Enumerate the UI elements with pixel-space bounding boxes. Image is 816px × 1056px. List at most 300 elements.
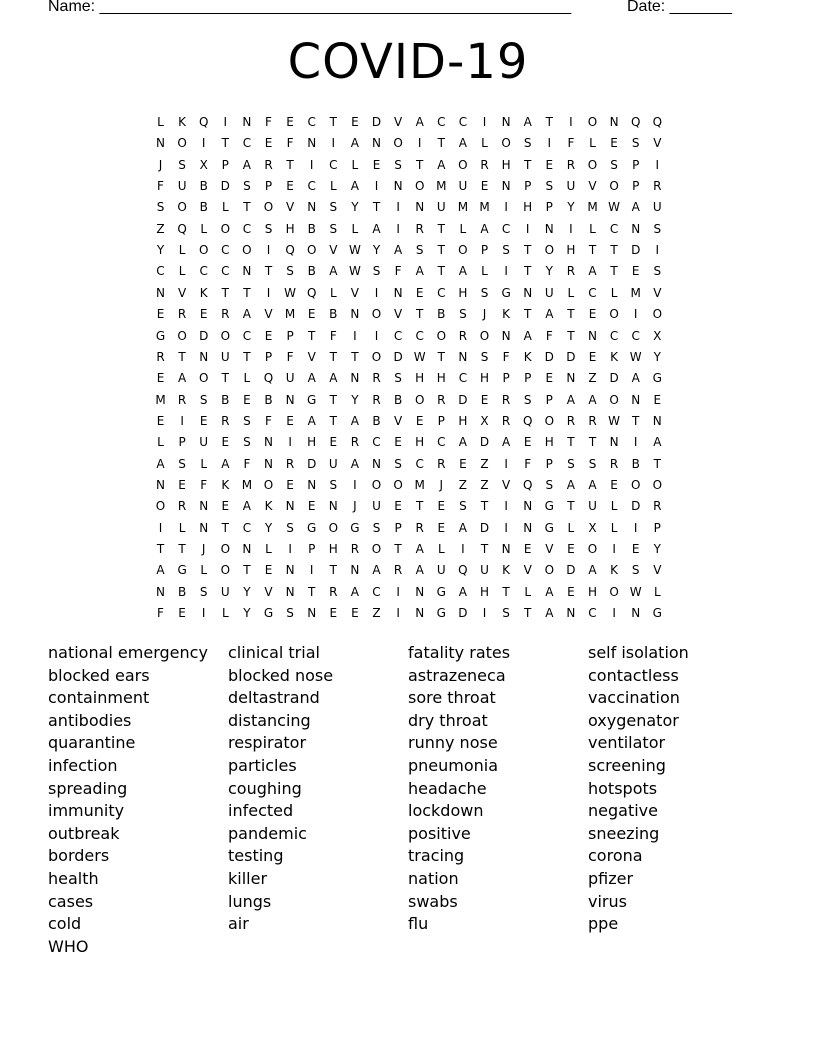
grid-letter: S bbox=[372, 264, 381, 279]
grid-letter: L bbox=[481, 264, 488, 279]
grid-letter: I bbox=[612, 542, 616, 556]
grid-letter: T bbox=[653, 456, 661, 471]
grid-letter: O bbox=[587, 542, 598, 556]
grid-letter: S bbox=[459, 499, 467, 514]
word-list-item: cold bbox=[48, 914, 82, 934]
grid-letter: L bbox=[567, 285, 575, 300]
grid-row bbox=[150, 475, 670, 496]
grid-letter: A bbox=[350, 584, 359, 599]
grid-letter: P bbox=[632, 179, 640, 194]
grid-letter: N bbox=[242, 542, 252, 556]
grid-letter: H bbox=[328, 542, 338, 556]
grid-letter: U bbox=[285, 371, 295, 386]
grid-letter: D bbox=[544, 349, 554, 364]
grid-letter: N bbox=[285, 563, 295, 578]
grid-letter: O bbox=[544, 243, 555, 258]
grid-letter: E bbox=[653, 392, 662, 407]
grid-letter: Y bbox=[351, 392, 359, 407]
grid-letter: T bbox=[416, 307, 424, 322]
grid-letter: T bbox=[610, 264, 618, 279]
grid-letter: P bbox=[308, 542, 316, 556]
header bbox=[48, 0, 748, 20]
grid-letter: B bbox=[199, 200, 208, 215]
grid-letter: U bbox=[588, 499, 597, 514]
grid-letter: T bbox=[480, 499, 489, 514]
grid-letter: O bbox=[371, 349, 382, 364]
grid-letter: E bbox=[199, 413, 208, 428]
grid-row bbox=[150, 368, 670, 389]
grid-letter: F bbox=[157, 179, 164, 194]
grid-letter: O bbox=[155, 499, 166, 514]
grid-letter: O bbox=[414, 179, 425, 194]
grid-letter: G bbox=[177, 563, 187, 578]
grid-letter: O bbox=[371, 477, 382, 492]
word-list-item: tracing bbox=[408, 846, 465, 866]
grid-letter: S bbox=[394, 371, 402, 386]
grid-row bbox=[150, 283, 670, 304]
grid-letter: V bbox=[329, 243, 338, 258]
grid-letter: E bbox=[178, 606, 186, 621]
grid-letter: U bbox=[436, 200, 446, 215]
grid-letter: L bbox=[329, 285, 337, 300]
grid-letter: Y bbox=[545, 264, 553, 279]
grid-letter: O bbox=[306, 243, 317, 258]
grid-letter: E bbox=[415, 413, 424, 428]
grid-letter: V bbox=[285, 200, 295, 215]
grid-letter: R bbox=[156, 349, 165, 364]
grid-letter: H bbox=[544, 435, 554, 450]
grid-letter: T bbox=[567, 328, 575, 343]
grid-letter: A bbox=[437, 157, 446, 172]
grid-letter: U bbox=[372, 499, 381, 514]
grid-letter: O bbox=[263, 200, 274, 215]
grid-letter: S bbox=[631, 136, 640, 151]
grid-letter: E bbox=[329, 606, 338, 621]
grid-letter: N bbox=[285, 392, 295, 407]
grid-letter: S bbox=[545, 477, 554, 492]
grid-letter: N bbox=[285, 499, 295, 514]
word-list-item: sore throat bbox=[408, 688, 496, 708]
grid-letter: B bbox=[221, 392, 230, 407]
grid-letter: H bbox=[307, 435, 317, 450]
grid-letter: O bbox=[544, 563, 555, 578]
grid-letter: C bbox=[437, 115, 446, 129]
grid-letter: I bbox=[396, 200, 400, 215]
grid-letter: H bbox=[479, 371, 490, 386]
grid-letter: N bbox=[199, 520, 209, 535]
grid-letter: J bbox=[158, 157, 163, 172]
grid-letter: T bbox=[329, 413, 337, 428]
grid-letter: R bbox=[393, 563, 403, 578]
grid-letter: W bbox=[348, 264, 361, 279]
grid-letter: T bbox=[545, 115, 553, 129]
grid-letter: N bbox=[393, 285, 403, 300]
grid-letter: I bbox=[266, 243, 271, 258]
grid-letter: R bbox=[285, 456, 295, 471]
grid-letter: S bbox=[199, 392, 208, 407]
grid-letter: A bbox=[631, 200, 640, 215]
grid-letter: E bbox=[610, 477, 618, 492]
grid-letter: O bbox=[479, 328, 490, 343]
word-list-item: spreading bbox=[48, 778, 128, 798]
grid-letter: N bbox=[566, 371, 576, 386]
grid-letter: S bbox=[523, 136, 532, 151]
grid-letter: N bbox=[501, 328, 511, 343]
grid-letter: A bbox=[588, 477, 597, 492]
grid-letter: A bbox=[350, 413, 359, 428]
grid-letter: F bbox=[200, 477, 208, 492]
grid-letter: O bbox=[220, 563, 231, 578]
grid-letter: B bbox=[307, 221, 316, 236]
grid-letter: C bbox=[242, 221, 252, 236]
grid-row bbox=[150, 496, 670, 517]
grid-letter: S bbox=[480, 285, 489, 300]
grid-letter: I bbox=[547, 136, 552, 151]
grid-letter: R bbox=[653, 179, 662, 194]
grid-letter: E bbox=[351, 606, 359, 621]
grid-letter: R bbox=[458, 328, 468, 343]
grid-letter: O bbox=[587, 157, 598, 172]
grid-letter: O bbox=[458, 157, 468, 172]
grid-letter: Q bbox=[522, 413, 533, 428]
grid-letter: I bbox=[504, 456, 508, 471]
grid-letter: T bbox=[567, 435, 575, 450]
grid-letter: N bbox=[199, 499, 209, 514]
grid-letter: A bbox=[523, 115, 532, 129]
grid-letter: E bbox=[286, 413, 294, 428]
grid-letter: U bbox=[480, 563, 489, 578]
word-list-item: sneezing bbox=[588, 823, 660, 843]
grid-letter: T bbox=[524, 307, 532, 322]
grid-row bbox=[150, 390, 670, 411]
grid-letter: O bbox=[220, 328, 231, 343]
grid-letter: A bbox=[458, 435, 467, 450]
word-column bbox=[228, 642, 408, 936]
grid-letter: C bbox=[372, 435, 381, 450]
grid-letter: C bbox=[221, 243, 230, 258]
word-list-item: lungs bbox=[228, 891, 272, 911]
word-list-item: flu bbox=[408, 914, 429, 934]
grid-letter: N bbox=[588, 328, 597, 343]
grid-letter: I bbox=[309, 157, 314, 172]
grid-letter: I bbox=[396, 584, 400, 599]
grid-letter: T bbox=[394, 542, 402, 556]
word-list-item: immunity bbox=[48, 801, 125, 821]
grid-letter: R bbox=[415, 520, 424, 535]
grid-letter: N bbox=[156, 477, 165, 492]
grid-letter: Q bbox=[263, 371, 274, 386]
grid-letter: S bbox=[243, 413, 251, 428]
grid-letter: P bbox=[545, 392, 553, 407]
grid-letter: P bbox=[524, 179, 532, 194]
grid-letter: S bbox=[286, 264, 294, 279]
grid-letter: C bbox=[415, 456, 424, 471]
grid-letter: N bbox=[264, 435, 273, 450]
grid-letter: S bbox=[394, 456, 402, 471]
grid-letter: Y bbox=[653, 542, 661, 556]
grid-letter: A bbox=[501, 435, 511, 450]
word-list-item: air bbox=[228, 914, 249, 934]
grid-letter: L bbox=[265, 542, 272, 556]
grid-letter: Z bbox=[156, 221, 165, 236]
grid-letter: R bbox=[177, 392, 187, 407]
grid-letter: N bbox=[242, 264, 252, 279]
grid-letter: O bbox=[371, 307, 382, 322]
grid-letter: G bbox=[155, 328, 166, 343]
grid-letter: L bbox=[351, 221, 359, 236]
grid-row bbox=[150, 133, 670, 154]
grid-letter: L bbox=[200, 221, 208, 236]
grid-letter: I bbox=[266, 285, 271, 300]
grid-letter: E bbox=[523, 435, 532, 450]
grid-letter: E bbox=[523, 542, 532, 556]
grid-letter: A bbox=[177, 371, 187, 386]
grid-letter: D bbox=[479, 520, 490, 535]
grid-letter: B bbox=[199, 179, 208, 194]
grid-letter: I bbox=[655, 243, 660, 258]
grid-letter: X bbox=[653, 328, 662, 343]
grid-letter: S bbox=[653, 221, 662, 236]
word-list-item: infection bbox=[48, 755, 118, 775]
grid-letter: A bbox=[221, 456, 230, 471]
word-list-item: deltastrand bbox=[228, 688, 320, 708]
grid-letter: C bbox=[501, 221, 511, 236]
grid-letter: N bbox=[156, 584, 165, 599]
grid-letter: Y bbox=[567, 200, 575, 215]
word-list-item: borders bbox=[48, 846, 110, 866]
grid-letter: V bbox=[501, 477, 511, 492]
grid-letter: O bbox=[609, 392, 619, 407]
grid-letter: F bbox=[286, 136, 294, 151]
grid-letter: P bbox=[502, 371, 510, 386]
grid-letter: Z bbox=[458, 477, 467, 492]
grid-letter: O bbox=[458, 243, 468, 258]
grid-letter: H bbox=[479, 584, 490, 599]
grid-letter: E bbox=[437, 520, 446, 535]
grid-letter: A bbox=[329, 264, 338, 279]
grid-letter: N bbox=[415, 584, 425, 599]
grid-row bbox=[150, 240, 670, 261]
grid-letter: N bbox=[501, 179, 511, 194]
grid-letter: T bbox=[264, 264, 273, 279]
grid-letter: O bbox=[393, 136, 403, 151]
grid-letter: Z bbox=[480, 456, 489, 471]
grid-letter: A bbox=[458, 584, 467, 599]
grid-letter: O bbox=[652, 307, 663, 322]
word-list-item: astrazeneca bbox=[408, 665, 506, 685]
grid-letter: U bbox=[220, 349, 230, 364]
grid-letter: K bbox=[610, 563, 619, 578]
grid-letter: R bbox=[372, 371, 381, 386]
grid-letter: R bbox=[566, 157, 576, 172]
grid-row bbox=[150, 112, 670, 133]
grid-letter: R bbox=[264, 157, 273, 172]
grid-letter: I bbox=[633, 520, 638, 535]
grid-letter: N bbox=[307, 136, 317, 151]
grid-letter: U bbox=[436, 563, 446, 578]
grid-letter: T bbox=[308, 328, 316, 343]
grid-letter: S bbox=[243, 179, 251, 194]
grid-letter: K bbox=[523, 349, 532, 364]
grid-letter: S bbox=[178, 456, 186, 471]
grid-letter: P bbox=[545, 456, 553, 471]
grid-letter: R bbox=[501, 392, 511, 407]
grid-letter: I bbox=[396, 221, 400, 236]
grid-letter: O bbox=[414, 392, 425, 407]
grid-letter: N bbox=[523, 285, 533, 300]
grid-letter: N bbox=[328, 499, 338, 514]
grid-letter: I bbox=[655, 157, 660, 172]
grid-letter: I bbox=[417, 136, 422, 151]
grid-letter: T bbox=[480, 542, 489, 556]
grid-letter: Y bbox=[351, 200, 359, 215]
grid-letter: D bbox=[393, 349, 403, 364]
grid-letter: T bbox=[437, 264, 445, 279]
grid-letter: O bbox=[220, 542, 231, 556]
grid-letter: K bbox=[264, 499, 273, 514]
grid-row bbox=[150, 560, 670, 581]
grid-letter: E bbox=[178, 477, 186, 492]
grid-letter: T bbox=[243, 563, 251, 578]
grid-letter: L bbox=[524, 584, 532, 599]
grid-letter: P bbox=[480, 243, 489, 258]
grid-letter: R bbox=[609, 456, 619, 471]
grid-row bbox=[150, 304, 670, 325]
grid-letter: C bbox=[609, 221, 619, 236]
grid-letter: E bbox=[221, 499, 230, 514]
grid-letter: U bbox=[199, 435, 209, 450]
grid-letter: N bbox=[156, 285, 165, 300]
grid-letter: A bbox=[588, 392, 597, 407]
grid-letter: U bbox=[177, 179, 187, 194]
grid-letter: F bbox=[265, 413, 272, 428]
grid-letter: O bbox=[328, 520, 339, 535]
grid-letter: C bbox=[588, 285, 597, 300]
grid-letter: T bbox=[329, 563, 337, 578]
word-list-item: blocked nose bbox=[228, 665, 334, 685]
grid-letter: H bbox=[566, 243, 576, 258]
word-list-item: headache bbox=[408, 778, 487, 798]
grid-letter: I bbox=[180, 413, 184, 428]
grid-letter: S bbox=[545, 179, 554, 194]
grid-letter: V bbox=[393, 307, 403, 322]
grid-letter: H bbox=[458, 285, 468, 300]
grid-letter: R bbox=[437, 456, 446, 471]
grid-letter: V bbox=[588, 179, 597, 194]
grid-letter: P bbox=[632, 157, 640, 172]
grid-letter: E bbox=[588, 349, 597, 364]
grid-letter: E bbox=[286, 115, 294, 129]
word-list-item: ppe bbox=[588, 914, 619, 934]
grid-letter: L bbox=[351, 157, 359, 172]
grid-letter: A bbox=[458, 264, 467, 279]
grid-letter: V bbox=[393, 115, 403, 129]
grid-letter: O bbox=[609, 584, 619, 599]
grid-letter: E bbox=[351, 115, 359, 129]
grid-letter: G bbox=[544, 499, 554, 514]
word-list-item: virus bbox=[588, 891, 627, 911]
grid-letter: A bbox=[588, 563, 597, 578]
grid-letter: L bbox=[610, 499, 618, 514]
grid-letter: I bbox=[396, 606, 400, 621]
grid-letter: I bbox=[353, 477, 357, 492]
grid-letter: B bbox=[177, 584, 187, 599]
grid-letter: L bbox=[200, 563, 208, 578]
grid-letter: B bbox=[372, 413, 381, 428]
grid-letter: A bbox=[329, 371, 338, 386]
grid-letter: T bbox=[610, 243, 618, 258]
grid-letter: Z bbox=[588, 371, 597, 386]
grid-letter: E bbox=[610, 136, 618, 151]
grid-letter: Y bbox=[372, 243, 381, 258]
grid-letter: T bbox=[502, 584, 510, 599]
grid-letter: U bbox=[544, 285, 554, 300]
grid-letter: E bbox=[631, 264, 640, 279]
grid-letter: T bbox=[243, 285, 251, 300]
grid-letter: A bbox=[242, 157, 251, 172]
grid-letter: W bbox=[413, 349, 426, 364]
grid-letter: E bbox=[567, 542, 575, 556]
grid-letter: E bbox=[372, 157, 381, 172]
grid-letter: I bbox=[633, 307, 638, 322]
grid-letter: T bbox=[524, 243, 532, 258]
grid-letter: N bbox=[199, 349, 209, 364]
grid-letter: T bbox=[221, 520, 229, 535]
grid-letter: R bbox=[415, 221, 424, 236]
grid-letter: S bbox=[156, 200, 165, 215]
grid-letter: Y bbox=[653, 349, 661, 364]
word-list-item: pfizer bbox=[588, 868, 634, 888]
grid-letter: T bbox=[329, 392, 337, 407]
grid-letter: M bbox=[155, 392, 166, 407]
grid-letter: A bbox=[566, 477, 575, 492]
grid-letter: L bbox=[157, 435, 164, 450]
grid-letter: E bbox=[480, 392, 489, 407]
grid-letter: A bbox=[156, 456, 165, 471]
grid-letter: R bbox=[588, 413, 597, 428]
word-list bbox=[48, 642, 808, 962]
grid-letter: S bbox=[502, 243, 510, 258]
grid-letter: C bbox=[609, 328, 619, 343]
grid-letter: W bbox=[629, 584, 642, 599]
grid-letter: T bbox=[437, 221, 445, 236]
grid-letter: S bbox=[523, 392, 532, 407]
grid-letter: V bbox=[545, 542, 554, 556]
grid-letter: E bbox=[286, 179, 294, 194]
grid-letter: O bbox=[242, 243, 252, 258]
grid-letter: R bbox=[221, 307, 230, 322]
grid-letter: I bbox=[309, 563, 314, 578]
grid-letter: I bbox=[374, 179, 379, 194]
grid-row bbox=[150, 411, 670, 432]
grid-letter: I bbox=[569, 221, 573, 236]
grid-letter: C bbox=[393, 328, 403, 343]
grid-letter: D bbox=[458, 392, 468, 407]
grid-letter: D bbox=[566, 349, 576, 364]
grid-letter: P bbox=[221, 157, 229, 172]
grid-row bbox=[150, 518, 670, 539]
grid-letter: F bbox=[545, 328, 553, 343]
grid-letter: V bbox=[393, 413, 403, 428]
grid-letter: F bbox=[329, 328, 337, 343]
grid-letter: F bbox=[243, 456, 251, 471]
grid-letter: E bbox=[286, 477, 294, 492]
grid-letter: T bbox=[372, 200, 381, 215]
grid-letter: X bbox=[480, 413, 489, 428]
word-list-item: negative bbox=[588, 801, 658, 821]
word-list-item: quarantine bbox=[48, 733, 136, 753]
grid-letter: M bbox=[479, 200, 490, 215]
